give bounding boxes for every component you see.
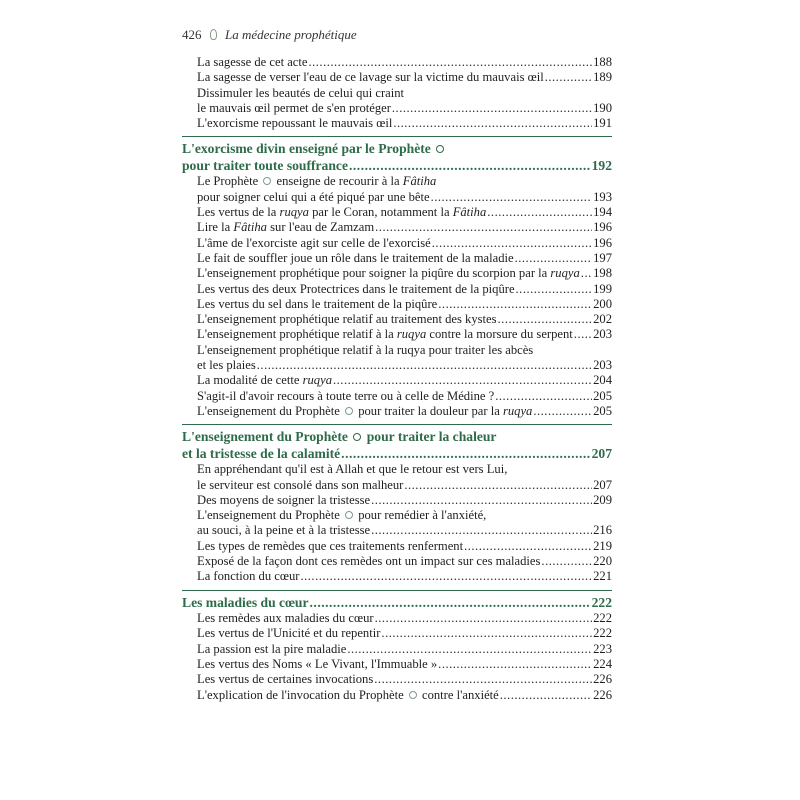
toc-entry[interactable]: Des moyens de soigner la tristesse ..... 209	[182, 493, 612, 508]
page-ref: 226	[593, 672, 612, 687]
page-ref: 222	[593, 626, 612, 641]
toc-entry[interactable]: L'âme de l'exorciste agit sur celle de l'exorcisé ..... 196	[182, 236, 612, 251]
leader-dots	[347, 642, 592, 657]
toc-entry[interactable]: au souci, à la peine et à la tristesse ..... 216	[182, 523, 612, 538]
page-ref: 223	[593, 641, 612, 656]
toc-entry[interactable]: Le fait de souffler joue un rôle dans le traitement de la maladie ..... 197	[182, 251, 612, 266]
page-ref: 226	[593, 687, 612, 702]
leader-dots	[487, 205, 592, 220]
page-number: 426	[182, 27, 202, 42]
leader-dots	[392, 101, 592, 116]
section-heading[interactable]: L'enseignement du Prophète pour traiter la chaleur	[182, 429, 497, 445]
page-ref: 192	[591, 157, 612, 173]
toc-entry[interactable]: Les types de remèdes que ces traitements renferment ..... 219	[182, 539, 612, 554]
leader-dots	[257, 358, 592, 373]
page-ref: 222	[591, 594, 612, 610]
page-ref: 203	[593, 327, 612, 342]
leader-dots	[515, 251, 593, 266]
leader-dots	[404, 478, 592, 493]
toc-entry[interactable]: La passion est la pire maladie ..... 223	[182, 642, 612, 657]
leader-dots	[371, 493, 592, 508]
leader-dots	[545, 70, 592, 85]
toc-entry-line[interactable]: Le Prophète enseigne de recourir à la Fâtiha	[197, 174, 437, 189]
leader-dots	[375, 611, 593, 626]
page-ref: 188	[593, 55, 612, 69]
leader-dots	[381, 626, 592, 641]
page-ref: 207	[593, 477, 612, 492]
leader-dots	[374, 672, 592, 687]
leader-dots	[581, 266, 592, 281]
page-ref: 197	[593, 250, 612, 265]
toc-entry[interactable]: Les vertus de certaines invocations ..... 226	[182, 672, 612, 687]
salutation-icon	[436, 145, 444, 153]
leader-dots	[541, 554, 592, 569]
toc-entry[interactable]: L'enseignement prophétique relatif au traitement des kystes ..... 202	[182, 312, 612, 327]
page-ref: 220	[593, 554, 612, 569]
toc-entry-line[interactable]: En appréhendant qu'il est à Allah et que le retour est vers Lui,	[197, 462, 508, 477]
table-of-contents	[182, 55, 612, 703]
salutation-icon	[353, 433, 361, 441]
salutation-icon	[345, 511, 353, 519]
page-ref: 190	[593, 100, 612, 115]
leader-dots	[438, 297, 592, 312]
toc-entry[interactable]: La fonction du cœur ..... 221	[182, 569, 612, 584]
toc-entry[interactable]: le mauvais œil permet de s'en protéger ..... 190	[182, 101, 612, 116]
salutation-icon	[345, 407, 353, 415]
toc-entry[interactable]: La sagesse de cet acte ..... 188	[182, 55, 612, 70]
toc-entry[interactable]: le serviteur est consolé dans son malheur ..... 207	[182, 478, 612, 493]
page-ref: 191	[593, 116, 612, 131]
page-ref: 189	[593, 70, 612, 85]
toc-entry[interactable]: pour soigner celui qui a été piqué par une bête ..... 193	[182, 190, 612, 205]
toc-entry[interactable]: Lire la Fâtiha sur l'eau de Zamzam ..... 196	[182, 220, 612, 235]
leader-dots	[375, 220, 592, 235]
leader-dots	[341, 446, 590, 463]
leader-dots	[464, 539, 592, 554]
toc-entry[interactable]: Les vertus du sel dans le traitement de la piqûre ..... 200	[182, 297, 612, 312]
leader-dots	[349, 158, 591, 175]
page-ref: 222	[593, 611, 612, 626]
toc-entry-line[interactable]: L'enseignement prophétique relatif à la ruqya pour traiter les abcès	[197, 342, 534, 357]
leader-dots	[574, 327, 592, 342]
page-ref: 200	[593, 296, 612, 311]
toc-entry[interactable]: L'enseignement du Prophète pour traiter la douleur par la ruqya ..... 205	[182, 404, 612, 419]
page-ref: 204	[593, 373, 612, 388]
leader-dots	[533, 404, 592, 419]
page-ref: 209	[593, 492, 612, 507]
page-ref: 224	[593, 657, 612, 671]
page-ref: 196	[593, 220, 612, 235]
page-ref: 198	[593, 266, 612, 281]
toc-entry[interactable]: S'agit-il d'avoir recours à toute terre ou à celle de Médine ? ..... 205	[182, 389, 612, 404]
toc-entry[interactable]: L'enseignement prophétique pour soigner la piqûre du scorpion par la ruqya ..... 198	[182, 266, 612, 281]
leader-dots	[432, 236, 592, 251]
leader-dots	[371, 523, 592, 538]
toc-entry[interactable]: Les remèdes aux maladies du cœur ..... 222	[182, 611, 612, 626]
toc-entry[interactable]: L'enseignement prophétique relatif à la ruqya contre la morsure du serpent ..... 203	[182, 327, 612, 342]
toc-entry-line[interactable]: L'enseignement du Prophète pour remédier à l'anxiété,	[197, 508, 487, 523]
toc-entry[interactable]: La sagesse de verser l'eau de ce lavage sur la victime du mauvais œil ..... 189	[182, 70, 612, 85]
page-ref: 202	[593, 312, 612, 327]
salutation-icon	[263, 177, 271, 185]
page-ref: 207	[591, 445, 612, 461]
page-ref: 219	[593, 538, 612, 553]
section-heading[interactable]: L'exorcisme divin enseigné par le Prophète	[182, 141, 612, 158]
toc-entry[interactable]: L'exorcisme repoussant le mauvais œil ..... 191	[182, 116, 612, 131]
section-heading[interactable]: Les maladies du cœur ..... 222	[182, 595, 612, 612]
page-ref: 216	[593, 523, 612, 538]
section-heading-line[interactable]: et la tristesse de la calamité ..... 207	[182, 446, 612, 463]
page-ref: 199	[593, 281, 612, 296]
section-divider	[182, 424, 612, 425]
salutation-icon	[409, 691, 417, 699]
leader-dots	[300, 569, 592, 584]
leader-dots	[495, 389, 592, 404]
leader-dots	[333, 373, 592, 388]
toc-entry[interactable]: Les vertus des deux Protectrices dans le traitement de la piqûre ..... 199	[182, 282, 612, 297]
toc-entry-line[interactable]: Dissimuler les beautés de celui qui craint	[197, 85, 405, 100]
leader-dots	[500, 688, 592, 703]
page-ref: 203	[593, 358, 612, 373]
leader-dots	[438, 657, 592, 672]
toc-entry[interactable]: Exposé de la façon dont ces remèdes ont un impact sur ces maladies ..... 220	[182, 554, 612, 569]
page-ref: 194	[593, 205, 612, 220]
toc-entry[interactable]: et les plaies ..... 203	[182, 358, 612, 373]
section-heading-line[interactable]: pour traiter toute souffrance ..... 192	[182, 158, 612, 175]
page-ref: 193	[593, 189, 612, 204]
page-ref: 205	[593, 403, 612, 418]
leader-dots	[308, 55, 592, 70]
toc-entry[interactable]: La modalité de cette ruqya ..... 204	[182, 373, 612, 388]
running-header	[182, 27, 357, 43]
book-title: La médecine prophétique	[225, 27, 357, 42]
section-divider	[182, 136, 612, 137]
section-divider	[182, 590, 612, 591]
leader-dots	[516, 282, 593, 297]
toc-entry[interactable]: Les vertus de la ruqya par le Coran, notamment la Fâtiha ..... 194	[182, 205, 612, 220]
toc-entry[interactable]: Les vertus de l'Unicité et du repentir ..... 222	[182, 626, 612, 641]
leader-dots	[310, 595, 591, 612]
leader-dots	[431, 190, 593, 205]
toc-entry[interactable]: L'explication de l'invocation du Prophète contre l'anxiété ..... 226	[182, 688, 612, 703]
page-ref: 221	[593, 569, 612, 584]
toc-entry[interactable]: Les vertus des Noms « Le Vivant, l'Immuable » ..... 224	[182, 657, 612, 672]
leader-dots	[498, 312, 593, 327]
leader-dots	[393, 116, 592, 131]
leaf-ornament-icon	[210, 29, 217, 40]
page-ref: 205	[593, 388, 612, 403]
page-ref: 196	[593, 235, 612, 250]
